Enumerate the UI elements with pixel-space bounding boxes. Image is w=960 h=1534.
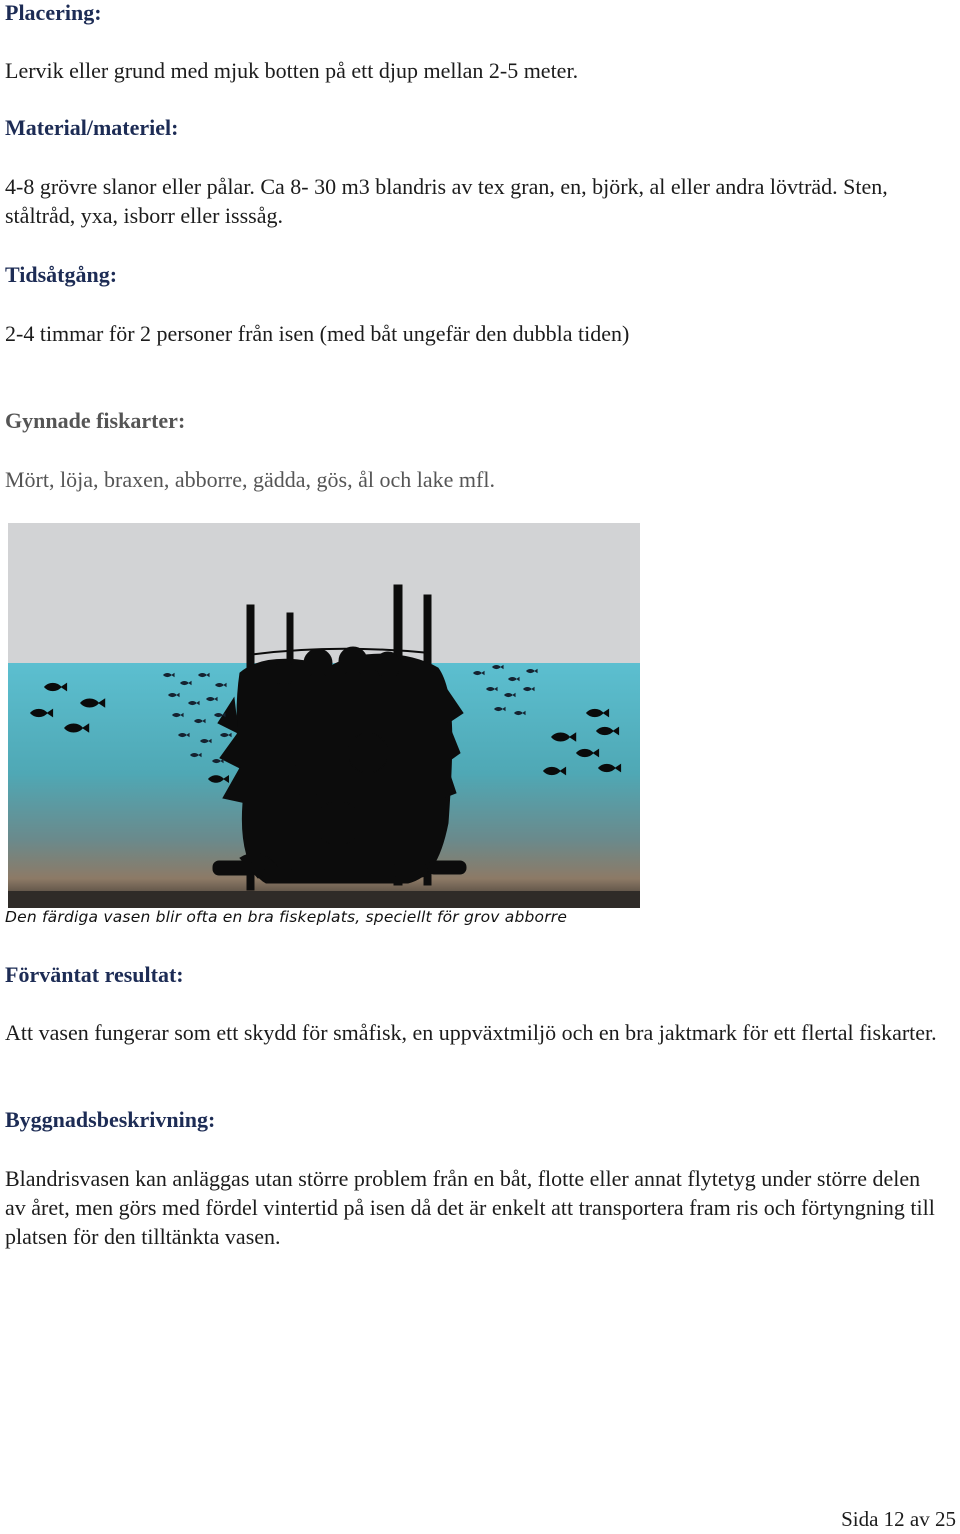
page-number: Sida 12 av 25 (841, 1507, 956, 1531)
sky-area (8, 523, 640, 663)
heading-byggnadsbeskrivning: Byggnadsbeskrivning: (5, 1107, 216, 1132)
heading-gynnade-fiskarter: Gynnade fiskarter: (5, 408, 186, 433)
heading-forvantat-resultat: Förväntat resultat: (5, 962, 184, 987)
heading-placering: Placering: (5, 0, 102, 25)
text-gynnade-fiskarter: Mört, löja, braxen, abborre, gädda, gös, ål och lake mfl. (5, 467, 495, 492)
text-placering: Lervik eller grund med mjuk botten på ett djup mellan 2-5 meter. (5, 58, 579, 83)
lake-bottom (8, 891, 640, 908)
text-material: 4-8 grövre slanor eller pålar. Ca 8- 30 m3 blandris av tex gran, en, björk, al eller andra lövträd. Sten, ståltråd, yxa, isborr eller isssåg. (5, 174, 888, 228)
text-tidsatgang: 2-4 timmar för 2 personer från isen (med båt ungefär den dubbla tiden) (5, 321, 630, 346)
heading-tidsatgang: Tidsåtgång: (5, 262, 118, 287)
fish-habitat-illustration (8, 523, 640, 908)
text-byggnadsbeskrivning: Blandrisvasen kan anläggas utan större problem från en båt, flotte eller annat flytetyg under större delen av året, men görs med fördel vintertid på isen då det är enkelt att transportera fram ris och förtyngning till platsen för den tilltänkta vasen. (5, 1166, 935, 1249)
figure-caption: Den färdiga vasen blir ofta en bra fiskeplats, speciellt för grov abborre (5, 908, 568, 926)
heading-material: Material/materiel: (5, 115, 179, 140)
text-forvantat-resultat: Att vasen fungerar som ett skydd för småfisk, en uppväxtmiljö och en bra jaktmark för ett flertal fiskarter. (5, 1020, 937, 1045)
